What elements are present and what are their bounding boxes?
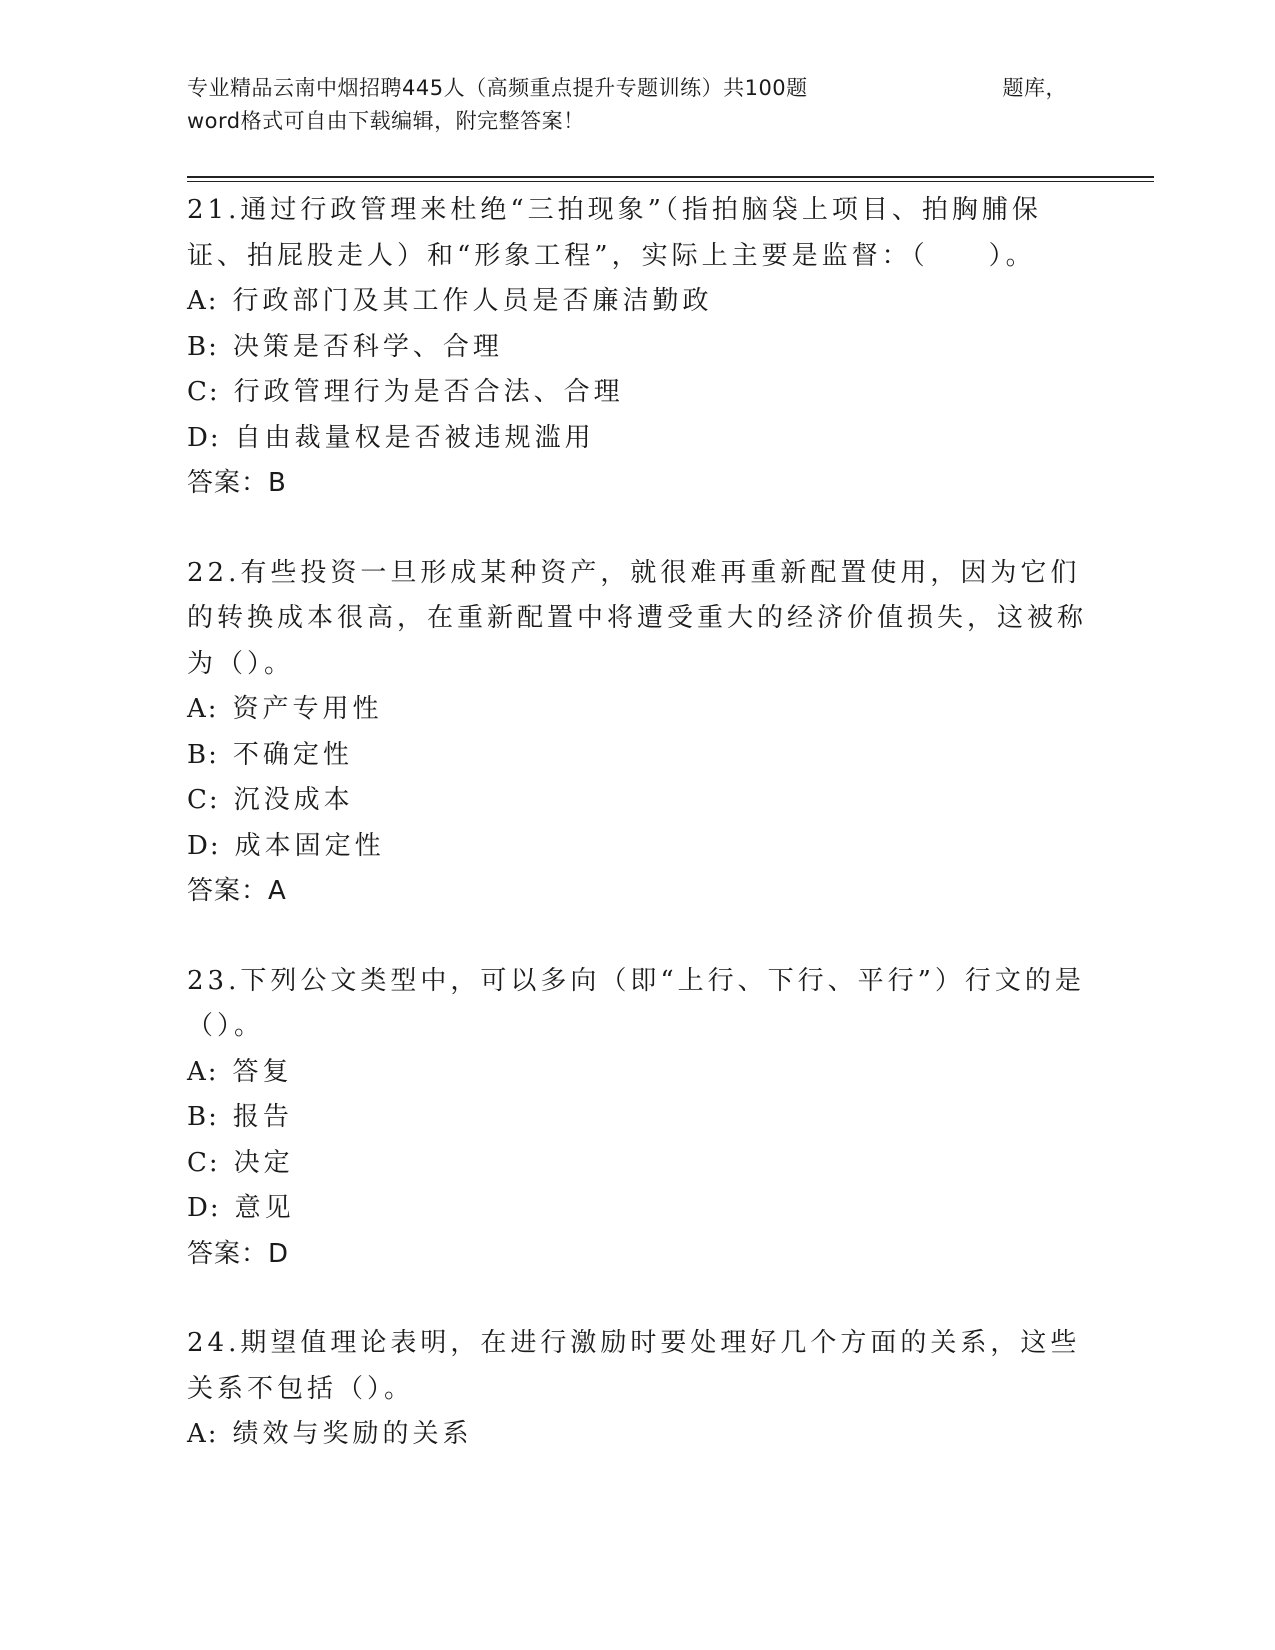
question-stem: 21.通过行政管理来杜绝“三拍现象”（指拍脑袋上项目、拍胸脯保证、拍屁股走人）和“形象工程”，实际上主要是监督：（ ）。	[187, 195, 1042, 271]
option-a	[187, 1050, 1087, 1096]
document-header	[187, 72, 1067, 138]
header-line-1	[187, 72, 1067, 105]
option-a	[187, 1412, 1087, 1458]
option-c	[187, 1141, 1087, 1187]
option-text: 决策是否科学、合理	[232, 331, 503, 362]
option-letter: A:	[187, 1419, 219, 1449]
question-list	[187, 188, 1087, 1458]
option-letter: B:	[187, 331, 219, 362]
header-subtitle: word格式可自由下载编辑，附完整答案！	[187, 109, 585, 133]
option-letter: C:	[187, 377, 220, 407]
question-22	[187, 551, 1087, 915]
option-text: 行政部门及其工作人员是否廉洁勤政	[232, 286, 713, 316]
option-text: 决定	[233, 1147, 294, 1178]
option-text: 资产专用性	[232, 694, 383, 724]
option-letter: A:	[187, 694, 219, 724]
option-letter: D:	[187, 830, 221, 861]
option-text: 绩效与奖励的关系	[232, 1419, 473, 1449]
option-letter: C:	[187, 1147, 220, 1178]
option-letter: B:	[187, 739, 219, 770]
option-letter: A:	[187, 286, 219, 316]
header-title: 专业精品云南中烟招聘445人（高频重点提升专题训练）共100题	[187, 76, 808, 100]
question-spacer	[187, 915, 1087, 959]
option-a	[187, 279, 1087, 325]
header-divider-thin	[187, 181, 1154, 182]
option-text: 成本固定性	[234, 830, 385, 861]
question-spacer	[187, 1277, 1087, 1321]
option-d	[187, 824, 1087, 870]
option-c	[187, 370, 1087, 416]
option-text: 意见	[234, 1193, 295, 1223]
answer-key: 答案：A	[187, 876, 287, 906]
option-b	[187, 325, 1087, 371]
question-stem: 23.下列公文类型中，可以多向（即“上行、下行、平行”）行文的是（）。	[187, 965, 1085, 1041]
option-text: 报告	[232, 1102, 293, 1132]
option-letter: B:	[187, 1102, 219, 1132]
option-a	[187, 687, 1087, 733]
option-d	[187, 416, 1087, 462]
option-letter: D:	[187, 1193, 221, 1223]
question-stem: 24.期望值理论表明，在进行激励时要处理好几个方面的关系，这些关系不包括（）。	[187, 1328, 1081, 1404]
question-stem: 22.有些投资一旦形成某种资产，就很难再重新配置使用，因为它们的转换成本很高，在重新配置中将遭受重大的经济价值损失，这被称为（）。	[187, 557, 1088, 679]
option-b	[187, 733, 1087, 779]
option-d	[187, 1186, 1087, 1232]
option-letter: C:	[187, 785, 220, 815]
header-title-suffix: 题库，	[1002, 76, 1067, 100]
option-text: 不确定性	[232, 739, 353, 770]
option-c	[187, 778, 1087, 824]
option-text: 行政管理行为是否合法、合理	[233, 377, 624, 407]
question-spacer	[187, 507, 1087, 551]
option-letter: D:	[187, 422, 221, 453]
header-divider-thick	[187, 176, 1154, 178]
answer-key: 答案：B	[187, 468, 287, 498]
option-b	[187, 1095, 1087, 1141]
question-23	[187, 959, 1087, 1278]
question-24	[187, 1321, 1087, 1458]
answer-key: 答案：D	[187, 1238, 290, 1269]
option-text: 自由裁量权是否被违规滥用	[234, 422, 595, 453]
option-text: 答复	[232, 1056, 293, 1087]
option-letter: A:	[187, 1056, 219, 1087]
option-text: 沉没成本	[233, 785, 354, 815]
question-21	[187, 188, 1087, 507]
